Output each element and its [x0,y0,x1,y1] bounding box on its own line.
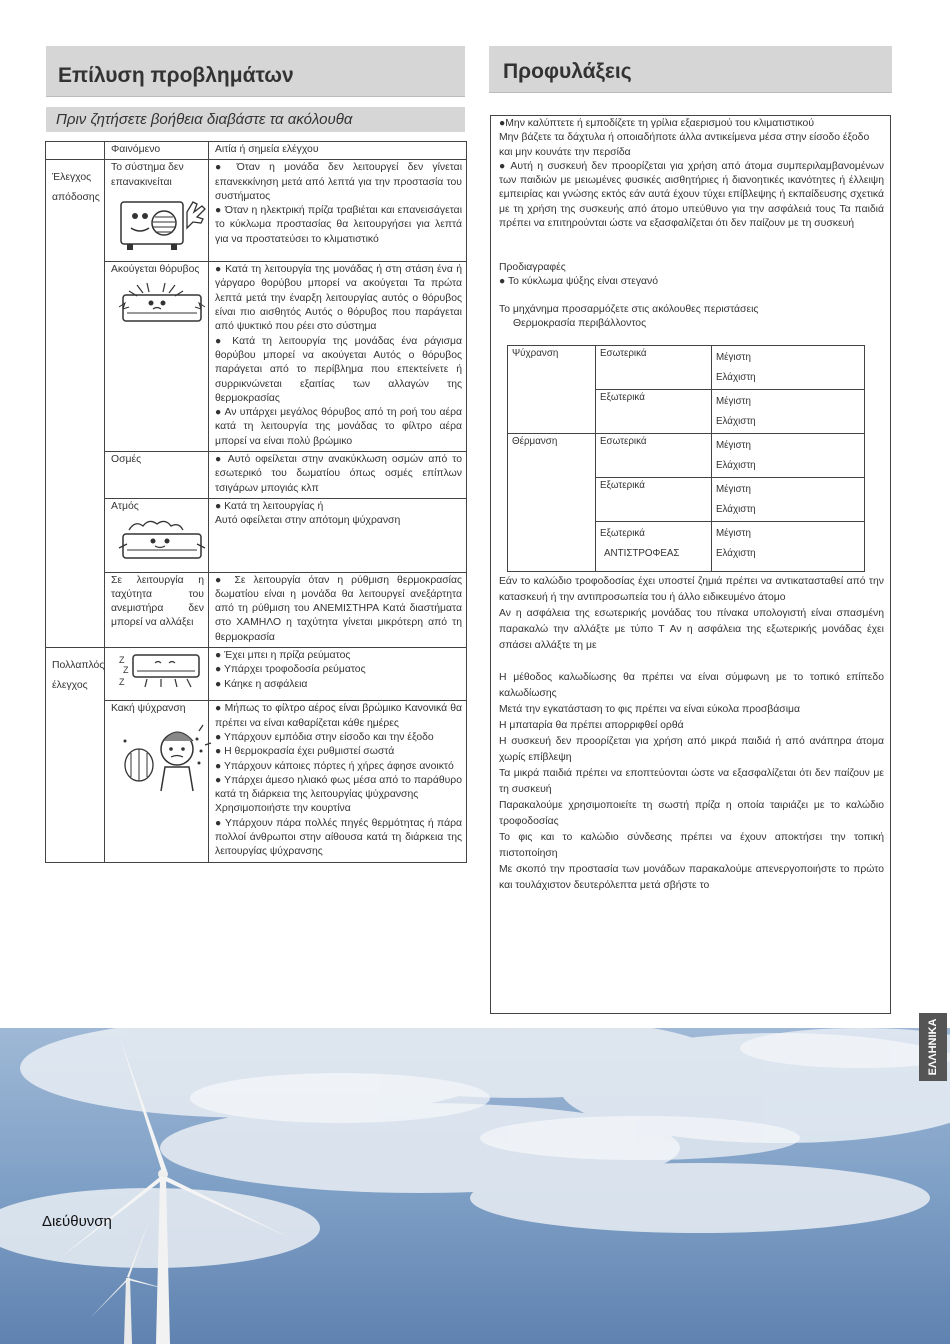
svg-text:Z: Z [123,665,129,676]
address-label: Διεύθυνση [42,1213,112,1230]
phenomenon-cell [105,648,209,701]
group-multiple-check: Πολλαπλός έλεγχος [46,648,105,863]
precautions-title: Προφυλάξεις [503,60,632,83]
cause-cell: ● Κατά τη λειτουργία της μονάδας ή στη στάση ένα ή γάργαρο θορύβου μπορεί να ακούγεται Τα πρώτα λεπτά μετά την έναρξη λειτουργίας αυτός ο θόρυβος είναι πιο αισθητός Αυτός ο θόρυβος που παράγεται από ψυκτικό που ρέει στο σύστημα ● Κατά τη λειτουργία της μονάδας ένα ράγισμα θορύβου μπορεί να ακούγεται Αυτός ο θόρυβος παράγεται από το περίβλημα που επεκτείνετε ή συρρικνώνεται εξαιτίας των αλλαγών της θερμοκρασίας ● Αν υπάρχει μεγάλος θόρυβος από τη ροή του αέρα κατά τη λειτουργία της μονάδας το φίλτρο αέρα μπορεί να είναι πολύ βρώμικο [209,262,467,452]
unit-with-hand-illustration [117,194,204,257]
svg-text:Z: Z [119,677,125,688]
language-tab: ΕΛΛΗΝΙΚΑ [919,1013,947,1081]
specifications-section: Προδιαγραφές ● Το κύκλωμα ψύξης είναι στεγανό [499,261,884,290]
table-row [46,701,467,862]
sweating-person-illustration [117,721,204,798]
cause-cell: ● Μήπως το φίλτρο αέρος είναι βρώμικο Κανονικά θα πρέπει να είναι καθαρίζεται κάθε ημέρες ● Υπάρχουν εμπόδια στην είσοδο και την έξοδο ● Η θερμοκρασία έχει ρυθμιστεί σωστά ● Υπάρχουν κάποιες πόρτες ή χήρες άφησε ανοικτό ● Υπάρχει άμεσο ηλιακό φως μέσα από το παράθυρο κατά τη διάρκεια της λειτουργίας ψύχρανσης Χρησιμοποιήστε την κουρτίνα ● Υπάρχουν πάρα πολλές πηγές θερμότητας ή πάρα πολλοί άνθρωποι στην αίθουσα κατά τη διάρκεια της λειτουργίας ψύχρανσης [209,701,467,862]
specifications-title: Προδιαγραφές [499,262,566,273]
environment-section: Το μηχάνημα προσαρμόζετε στις ακόλουθες περιστάσεις Θερμοκρασία περιβάλλοντος [499,304,759,330]
phenomenon-cell: Κακή ψύχρανση [105,701,209,862]
table-row [46,648,467,701]
table-row [46,160,467,262]
table-row [46,498,467,572]
header-cause: Αιτία ή σημεία ελέγχου [209,142,467,160]
cause-cell: ● Έχει μπει η πρίζα ρεύματος ● Υπάρχει τροφοδοσία ρεύματος ● Κάηκε η ασφάλεια [209,648,467,701]
precautions-header [489,46,892,93]
troubleshooting-header [46,46,465,97]
phenomenon-cell: Σε λειτουργία η ταχύτητα του ανεμιστήρα δεν μπορεί να αλλάξει [105,572,209,647]
phenomenon-cell: Το σύστημα δεν επανακινείται [105,160,209,262]
mode-cooling: Ψύχρανση [508,346,596,434]
troubleshooting-subtitle-bar [46,107,465,132]
table-row [46,572,467,647]
table-row [46,262,467,452]
troubleshooting-title: Επίλυση προβλημάτων [58,64,294,87]
svg-text:Z: Z [119,655,125,666]
phenomenon-cell: Ατμός [105,498,209,572]
noisy-unit-illustration [117,281,204,330]
header-phenomenon: Φαινόμενο [105,142,209,160]
sleeping-unit-illustration [117,651,204,696]
wind-turbine-photo [0,1028,950,1344]
table-row [46,452,467,499]
temperature-range-table: Ψύχρανση Εσωτερικά Μέγιστη Ελάχιστη Εξωτερικά Μέγιστη Ελάχιστη Θέρμανση Εσωτερικά Μέγιστη Ελάχιστη Εξωτερικά Μέγιστη Ελάχιστη Εξωτερικά ΑΝΤΙΣΤΡΟΦΕΑΣ Μέγιστη Ελάχιστη [507,345,865,572]
steaming-unit-illustration [117,518,204,567]
precautions-block-2: Εάν το καλώδιο τροφοδοσίας έχει υποστεί ζημιά πρέπει να αντικατασταθεί από την κατασκευή ή την αντιπροσωπεία του ή άλλο ειδικευμένο άτομο Αν η ασφάλεια της εσωτερικής μονάδας του πίνακα υπολογιστή είναι σπασμένη παρακαλώ την αλλάξτε με τύπο T Αν η ασφάλεια της εξωτερικής μονάδας έχει σπάσει αλλάξτε τη με Η μέθοδος καλωδίωσης θα πρέπει να είναι σύμφωνη με το τοπικό επίπεδο καλωδίωσης Μετά την εγκατάσταση το φις πρέπει να είναι εύκολα προσβάσιμα Η μπαταρία θα πρέπει απορριφθεί ορθά Η συσκευή δεν προορίζεται για χρήση από μικρά παιδιά ή από ανάπηρα άτομα χωρίς επίβλεψη Τα μικρά παιδιά πρέπει να εποπτεύονται ώστε να εξασφαλίζεται ότι δεν παίζουν με τη συσκευή Παρακαλούμε χρησιμοποιείτε τη σωστή πρίζα η οποία ταιριάζει με το καλώδιο τροφοδοσίας Το φις και το καλώδιο σύνδεσης πρέπει να έχουν αποκτήσει την τοπική πιστοποίηση Με σκοπό την προστασία των μονάδων παρακαλούμε απενεργοποιήστε το πρώτο και τουλάχιστον δευτερόλεπτα μετά σβήστε το [499,576,884,891]
phenomenon-cell: Οσμές [105,452,209,499]
troubleshooting-subtitle: Πριν ζητήσετε βοήθεια διαβάστε τα ακόλουθα [56,111,353,128]
mode-heating: Θέρμανση [508,434,596,572]
cause-cell: ● Κατά τη λειτουργίας ή Αυτό οφείλεται στην απότομη ψύχρανση [209,498,467,572]
phenomenon-cell: Ακούγεται θόρυβος [105,262,209,452]
cause-cell: ● Αυτό οφείλεται στην ανακύκλωση οσμών από το εσωτερικό του δωματίου όπως οσμές επίπλων τσιγάρων μπογιάς κλπ [209,452,467,499]
cause-cell: ● Όταν η μονάδα δεν λειτουργεί δεν γίνεται επανεκκίνηση μετά από λεπτά για την προστασία του συστήματος ● Όταν η ηλεκτρική πρίζα τραβιέται και επανεισάγεται το κύκλωμα προστασίας θα λειτουργήσει για λεπτά για να προστατεύσει το κλιματιστικό [209,160,467,262]
cause-cell: ● Σε λειτουργία όταν η ρύθμιση θερμοκρασίας δωματίου είναι η μονάδα θα λειτουργεί ανεξάρτητα από τη ρύθμιση του ΑΝΕΜΙΣΤΗΡΑ Κατά διαστήματα στο ΧΑΜΗΛΟ η ταχύτητα γίνεται μικρότερη από τη θερμοκρασία [209,572,467,647]
precautions-block-1: ●Μην καλύπτετε ή εμποδίζετε τη γρίλια εξαερισμού του κλιματιστικού Μην βάζετε τα δάχτυλα ή οποιαδήποτε άλλα αντικείμενα μέσα στην είσοδο έξοδο και μην κουνάτε την περσίδα ● Αυτή η συσκευή δεν προορίζεται για χρήση από άτομα συμπεριλαμβανομένων των παιδιών με μειωμένες φυσικές αισθητήριες ή διανοητικές ικανότητες ή έλλειψη εμπειρίας και γνώσης εκτός εάν αυτά έχουν τύχει επίβλεψης ή εκπαίδευσης σχετικά με τη χρήση της συσκευής από άτομο υπεύθυνο για την ασφάλειά τους Τα παιδιά πρέπει να επιτηρούνται ώστε να εξασφαλίζεται ότι δεν παίζουν με τη συσκευή [499,118,884,230]
troubleshooting-table [45,141,467,863]
table-header-row [46,142,467,160]
group-performance-check: Έλεγχος απόδοσης [46,160,105,648]
